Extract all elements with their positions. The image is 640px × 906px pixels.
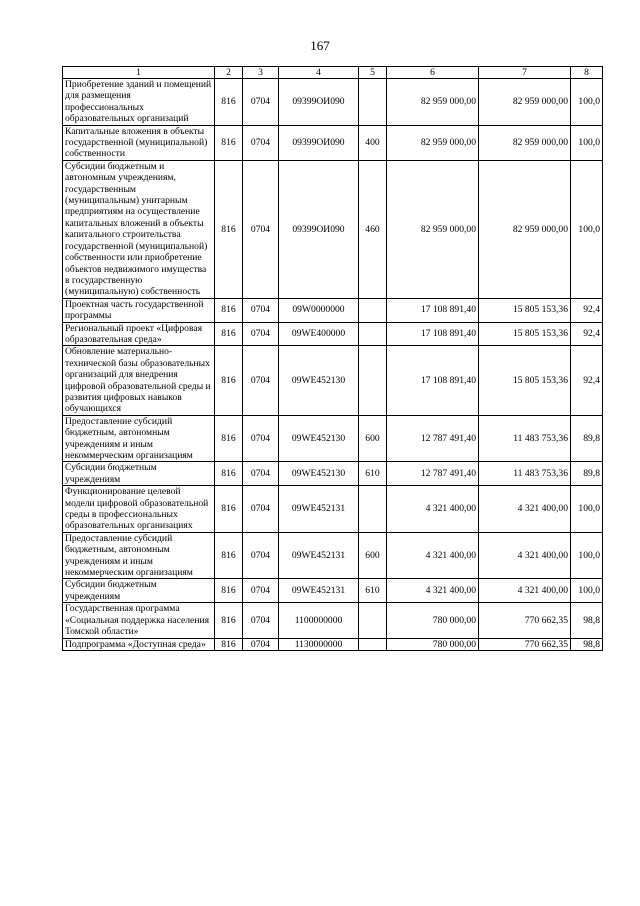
percent-cell: 100,0 xyxy=(571,79,603,126)
grbs-code-cell: 816 xyxy=(215,486,243,533)
percent-cell: 92,4 xyxy=(571,298,603,322)
section-code-cell: 0704 xyxy=(243,160,279,298)
expense-type-cell xyxy=(359,638,387,650)
grbs-code-cell: 816 xyxy=(215,532,243,579)
expense-type-cell xyxy=(359,603,387,638)
table-row xyxy=(63,415,603,462)
grbs-code-cell: 816 xyxy=(215,415,243,462)
plan-amount-cell: 4 321 400,00 xyxy=(387,486,479,533)
section-code-cell: 0704 xyxy=(243,462,279,486)
fact-amount-cell: 15 805 153,36 xyxy=(479,298,571,322)
table-body xyxy=(63,79,603,651)
plan-amount-cell: 17 108 891,40 xyxy=(387,346,479,415)
column-header: 8 xyxy=(571,67,603,79)
expense-type-cell xyxy=(359,79,387,126)
fact-amount-cell: 15 805 153,36 xyxy=(479,322,571,346)
grbs-code-cell: 816 xyxy=(215,79,243,126)
fact-amount-cell: 82 959 000,00 xyxy=(479,79,571,126)
column-header: 4 xyxy=(279,67,359,79)
table-row xyxy=(63,603,603,638)
percent-cell: 100,0 xyxy=(571,532,603,579)
percent-cell: 100,0 xyxy=(571,125,603,160)
expense-type-cell: 460 xyxy=(359,160,387,298)
plan-amount-cell: 17 108 891,40 xyxy=(387,298,479,322)
column-header: 1 xyxy=(63,67,215,79)
row-name-cell: Обновление материально-технической базы образовательных организаций для внедрения цифровой образовательной среды и развития цифровых навыков обучающихся xyxy=(63,346,215,415)
row-name-cell: Субсидии бюджетным и автономным учреждениям, государственным (муниципальным) унитарным предприятиям на осуществление капитальных вложений в объекты капитального строительства государственной (муниципальной) собственности или приобретение объектов недвижимого имущества в государственную (муниципальную) собственность xyxy=(63,160,215,298)
percent-cell: 100,0 xyxy=(571,486,603,533)
expense-type-cell: 600 xyxy=(359,532,387,579)
section-code-cell: 0704 xyxy=(243,322,279,346)
section-code-cell: 0704 xyxy=(243,603,279,638)
column-header: 3 xyxy=(243,67,279,79)
percent-cell: 98,8 xyxy=(571,603,603,638)
row-name-cell: Предоставление субсидий бюджетным, автономным учреждениям и иным некоммерческим организациям xyxy=(63,532,215,579)
expense-type-cell xyxy=(359,346,387,415)
grbs-code-cell: 816 xyxy=(215,579,243,603)
table-row xyxy=(63,638,603,650)
table-row xyxy=(63,462,603,486)
percent-cell: 92,4 xyxy=(571,346,603,415)
section-code-cell: 0704 xyxy=(243,79,279,126)
column-header: 7 xyxy=(479,67,571,79)
target-article-cell: 09399ОИ090 xyxy=(279,125,359,160)
grbs-code-cell: 816 xyxy=(215,125,243,160)
table-row xyxy=(63,579,603,603)
section-code-cell: 0704 xyxy=(243,415,279,462)
percent-cell: 100,0 xyxy=(571,579,603,603)
fact-amount-cell: 4 321 400,00 xyxy=(479,486,571,533)
target-article-cell: 09WE452130 xyxy=(279,462,359,486)
row-name-cell: Проектная часть государственной программы xyxy=(63,298,215,322)
section-code-cell: 0704 xyxy=(243,638,279,650)
plan-amount-cell: 82 959 000,00 xyxy=(387,79,479,126)
percent-cell: 92,4 xyxy=(571,322,603,346)
grbs-code-cell: 816 xyxy=(215,298,243,322)
percent-cell: 89,8 xyxy=(571,415,603,462)
fact-amount-cell: 770 662,35 xyxy=(479,603,571,638)
table-row xyxy=(63,160,603,298)
column-header: 2 xyxy=(215,67,243,79)
fact-amount-cell: 11 483 753,36 xyxy=(479,462,571,486)
row-name-cell: Предоставление субсидий бюджетным, автономным учреждениям и иным некоммерческим организациям xyxy=(63,415,215,462)
section-code-cell: 0704 xyxy=(243,298,279,322)
fact-amount-cell: 4 321 400,00 xyxy=(479,579,571,603)
fact-amount-cell: 4 321 400,00 xyxy=(479,532,571,579)
row-name-cell: Субсидии бюджетным учреждениям xyxy=(63,579,215,603)
grbs-code-cell: 816 xyxy=(215,638,243,650)
percent-cell: 89,8 xyxy=(571,462,603,486)
fact-amount-cell: 770 662,35 xyxy=(479,638,571,650)
percent-cell: 98,8 xyxy=(571,638,603,650)
expense-type-cell: 600 xyxy=(359,415,387,462)
row-name-cell: Капитальные вложения в объекты государственной (муниципальной) собственности xyxy=(63,125,215,160)
column-header: 6 xyxy=(387,67,479,79)
table-row xyxy=(63,486,603,533)
row-name-cell: Функционирование целевой модели цифровой образовательной среды в профессиональных образовательных организациях xyxy=(63,486,215,533)
column-number-row xyxy=(63,67,603,79)
expense-type-cell xyxy=(359,322,387,346)
plan-amount-cell: 17 108 891,40 xyxy=(387,322,479,346)
expense-type-cell: 400 xyxy=(359,125,387,160)
expense-type-cell xyxy=(359,486,387,533)
fact-amount-cell: 82 959 000,00 xyxy=(479,125,571,160)
grbs-code-cell: 816 xyxy=(215,462,243,486)
section-code-cell: 0704 xyxy=(243,579,279,603)
column-header: 5 xyxy=(359,67,387,79)
row-name-cell: Региональный проект «Цифровая образовательная среда» xyxy=(63,322,215,346)
plan-amount-cell: 780 000,00 xyxy=(387,638,479,650)
grbs-code-cell: 816 xyxy=(215,346,243,415)
target-article-cell: 09WE452131 xyxy=(279,532,359,579)
target-article-cell: 09WE452130 xyxy=(279,346,359,415)
section-code-cell: 0704 xyxy=(243,486,279,533)
plan-amount-cell: 780 000,00 xyxy=(387,603,479,638)
plan-amount-cell: 4 321 400,00 xyxy=(387,579,479,603)
plan-amount-cell: 82 959 000,00 xyxy=(387,125,479,160)
target-article-cell: 1100000000 xyxy=(279,603,359,638)
budget-table xyxy=(62,66,603,651)
row-name-cell: Приобретение зданий и помещений для размещения профессиональных образовательных организаций xyxy=(63,79,215,126)
expense-type-cell xyxy=(359,298,387,322)
fact-amount-cell: 11 483 753,36 xyxy=(479,415,571,462)
table-row xyxy=(63,346,603,415)
grbs-code-cell: 816 xyxy=(215,322,243,346)
table-row xyxy=(63,79,603,126)
grbs-code-cell: 816 xyxy=(215,603,243,638)
plan-amount-cell: 12 787 491,40 xyxy=(387,415,479,462)
table-row xyxy=(63,322,603,346)
plan-amount-cell: 82 959 000,00 xyxy=(387,160,479,298)
target-article-cell: 09399ОИ090 xyxy=(279,79,359,126)
fact-amount-cell: 82 959 000,00 xyxy=(479,160,571,298)
plan-amount-cell: 4 321 400,00 xyxy=(387,532,479,579)
section-code-cell: 0704 xyxy=(243,346,279,415)
target-article-cell: 1130000000 xyxy=(279,638,359,650)
section-code-cell: 0704 xyxy=(243,125,279,160)
percent-cell: 100,0 xyxy=(571,160,603,298)
section-code-cell: 0704 xyxy=(243,532,279,579)
target-article-cell: 09WE452130 xyxy=(279,415,359,462)
expense-type-cell: 610 xyxy=(359,462,387,486)
row-name-cell: Подпрограмма «Доступная среда» xyxy=(63,638,215,650)
target-article-cell: 09WE400000 xyxy=(279,322,359,346)
target-article-cell: 09399ОИ090 xyxy=(279,160,359,298)
table-row xyxy=(63,125,603,160)
grbs-code-cell: 816 xyxy=(215,160,243,298)
fact-amount-cell: 15 805 153,36 xyxy=(479,346,571,415)
target-article-cell: 09WE452131 xyxy=(279,579,359,603)
table-row xyxy=(63,298,603,322)
table-row xyxy=(63,532,603,579)
expense-type-cell: 610 xyxy=(359,579,387,603)
target-article-cell: 09W0000000 xyxy=(279,298,359,322)
row-name-cell: Субсидии бюджетным учреждениям xyxy=(63,462,215,486)
target-article-cell: 09WE452131 xyxy=(279,486,359,533)
page-number: 167 xyxy=(310,38,330,53)
row-name-cell: Государственная программа «Социальная поддержка населения Томской области» xyxy=(63,603,215,638)
plan-amount-cell: 12 787 491,40 xyxy=(387,462,479,486)
